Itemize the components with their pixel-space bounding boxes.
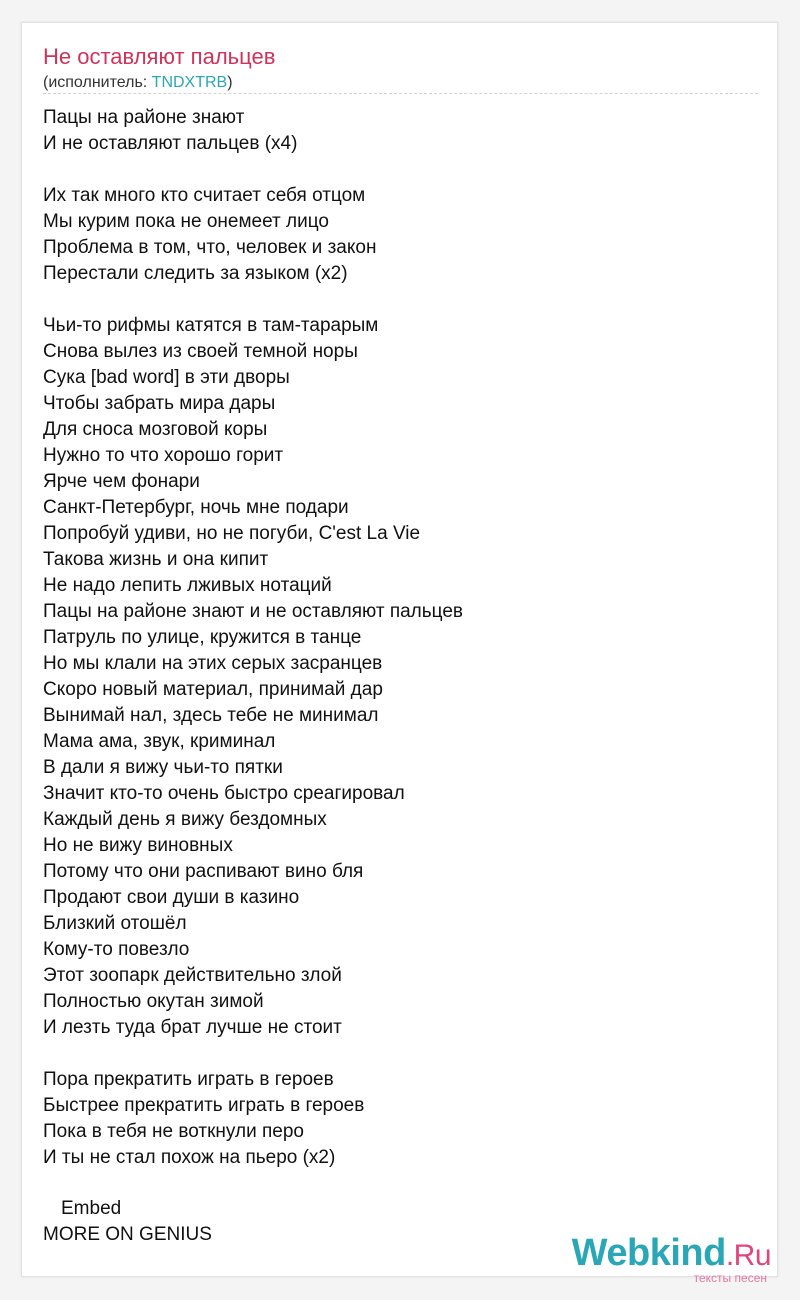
artist-suffix: ) (227, 74, 233, 91)
lyric-line: Пора прекратить играть в героев (43, 1069, 334, 1090)
song-title: Не оставляют пальцев (43, 44, 276, 69)
lyric-line: Скоро новый материал, принимай дар (43, 679, 383, 700)
webkind-logo[interactable] (572, 1233, 771, 1284)
lyric-line: Патруль по улице, кружится в танце (43, 627, 362, 648)
lyric-line: Перестали следить за языком (x2) (43, 263, 348, 284)
more-on-genius: MORE ON GENIUS (43, 1224, 212, 1245)
lyric-line: Пацы на районе знают (43, 107, 245, 128)
lyric-line: Полностью окутан зимой (43, 991, 264, 1012)
lyric-line: Попробуй удиви, но не погуби, C'est La Vie (43, 523, 421, 544)
lyric-line: Чтобы забрать мира дары (43, 393, 276, 414)
lyric-line: Продают свои души в казино (43, 887, 300, 908)
lyric-line: Вынимай нал, здесь тебе не минимал (43, 705, 379, 726)
lyric-blank-line (43, 287, 463, 313)
lyric-line: Нужно то что хорошо горит (43, 445, 284, 466)
lyric-line: Проблема в том, что, человек и закон (43, 237, 377, 258)
lyric-line: Пацы на районе знают и не оставляют пальцев (43, 601, 463, 622)
lyric-blank-line (43, 157, 463, 183)
lyric-line: Чьи-то рифмы катятся в там-тарарым (43, 315, 379, 336)
lyrics-list (43, 105, 463, 1171)
lyric-line: Такова жизнь и она кипит (43, 549, 269, 570)
lyric-line: Санкт-Петербург, ночь мне подари (43, 497, 349, 518)
lyric-line: И лезть туда брат лучше не стоит (43, 1017, 342, 1038)
lyric-line: Ярче чем фонари (43, 471, 200, 492)
artist-prefix: (исполнитель: (43, 74, 152, 91)
lyric-line: Но не вижу виновных (43, 835, 233, 856)
lyric-line: Мы курим пока не онемеет лицо (43, 211, 329, 232)
lyric-line: И ты не стал похож на пьеро (x2) (43, 1147, 336, 1168)
lyric-line: Для сноса мозговой коры (43, 419, 268, 440)
logo-tld: .Ru (725, 1239, 771, 1272)
lyric-line: Снова вылез из своей темной норы (43, 341, 358, 362)
embed-text: Embed (61, 1198, 122, 1219)
lyric-line: Значит кто-то очень быстро среагировал (43, 783, 405, 804)
lyric-line: Быстрее прекратить играть в героев (43, 1095, 365, 1116)
lyric-line: Каждый день я вижу бездомных (43, 809, 327, 830)
lyric-line: И не оставляют пальцев (x4) (43, 133, 298, 154)
lyric-line: Кому-то повезло (43, 939, 190, 960)
lyric-line: Пока в тебя не воткнули перо (43, 1121, 304, 1142)
lyric-line: Потому что они распивают вино бля (43, 861, 364, 882)
lyric-line: Близкий отошёл (43, 913, 187, 934)
logo-wordmark (572, 1233, 771, 1276)
logo-tagline: тексты песен (693, 1271, 767, 1285)
title-divider (43, 93, 758, 94)
lyric-blank-line (43, 1041, 463, 1067)
lyric-line: Мама ама, звук, криминал (43, 731, 276, 752)
artist-link[interactable]: TNDXTRB (151, 74, 228, 91)
lyric-line: Но мы клали на этих серых засранцев (43, 653, 383, 674)
lyric-line: Этот зоопарк действительно злой (43, 965, 342, 986)
lyric-line: Их так много кто считает себя отцом (43, 185, 366, 206)
lyric-line: В дали я вижу чьи-то пятки (43, 757, 283, 778)
artist-line (43, 74, 233, 92)
lyric-line: Сука [bad word] в эти дворы (43, 367, 290, 388)
logo-main-text: Webkind (571, 1232, 726, 1274)
lyric-line: Не надо лепить лживых нотаций (43, 575, 332, 596)
lyrics-card (21, 22, 778, 1285)
